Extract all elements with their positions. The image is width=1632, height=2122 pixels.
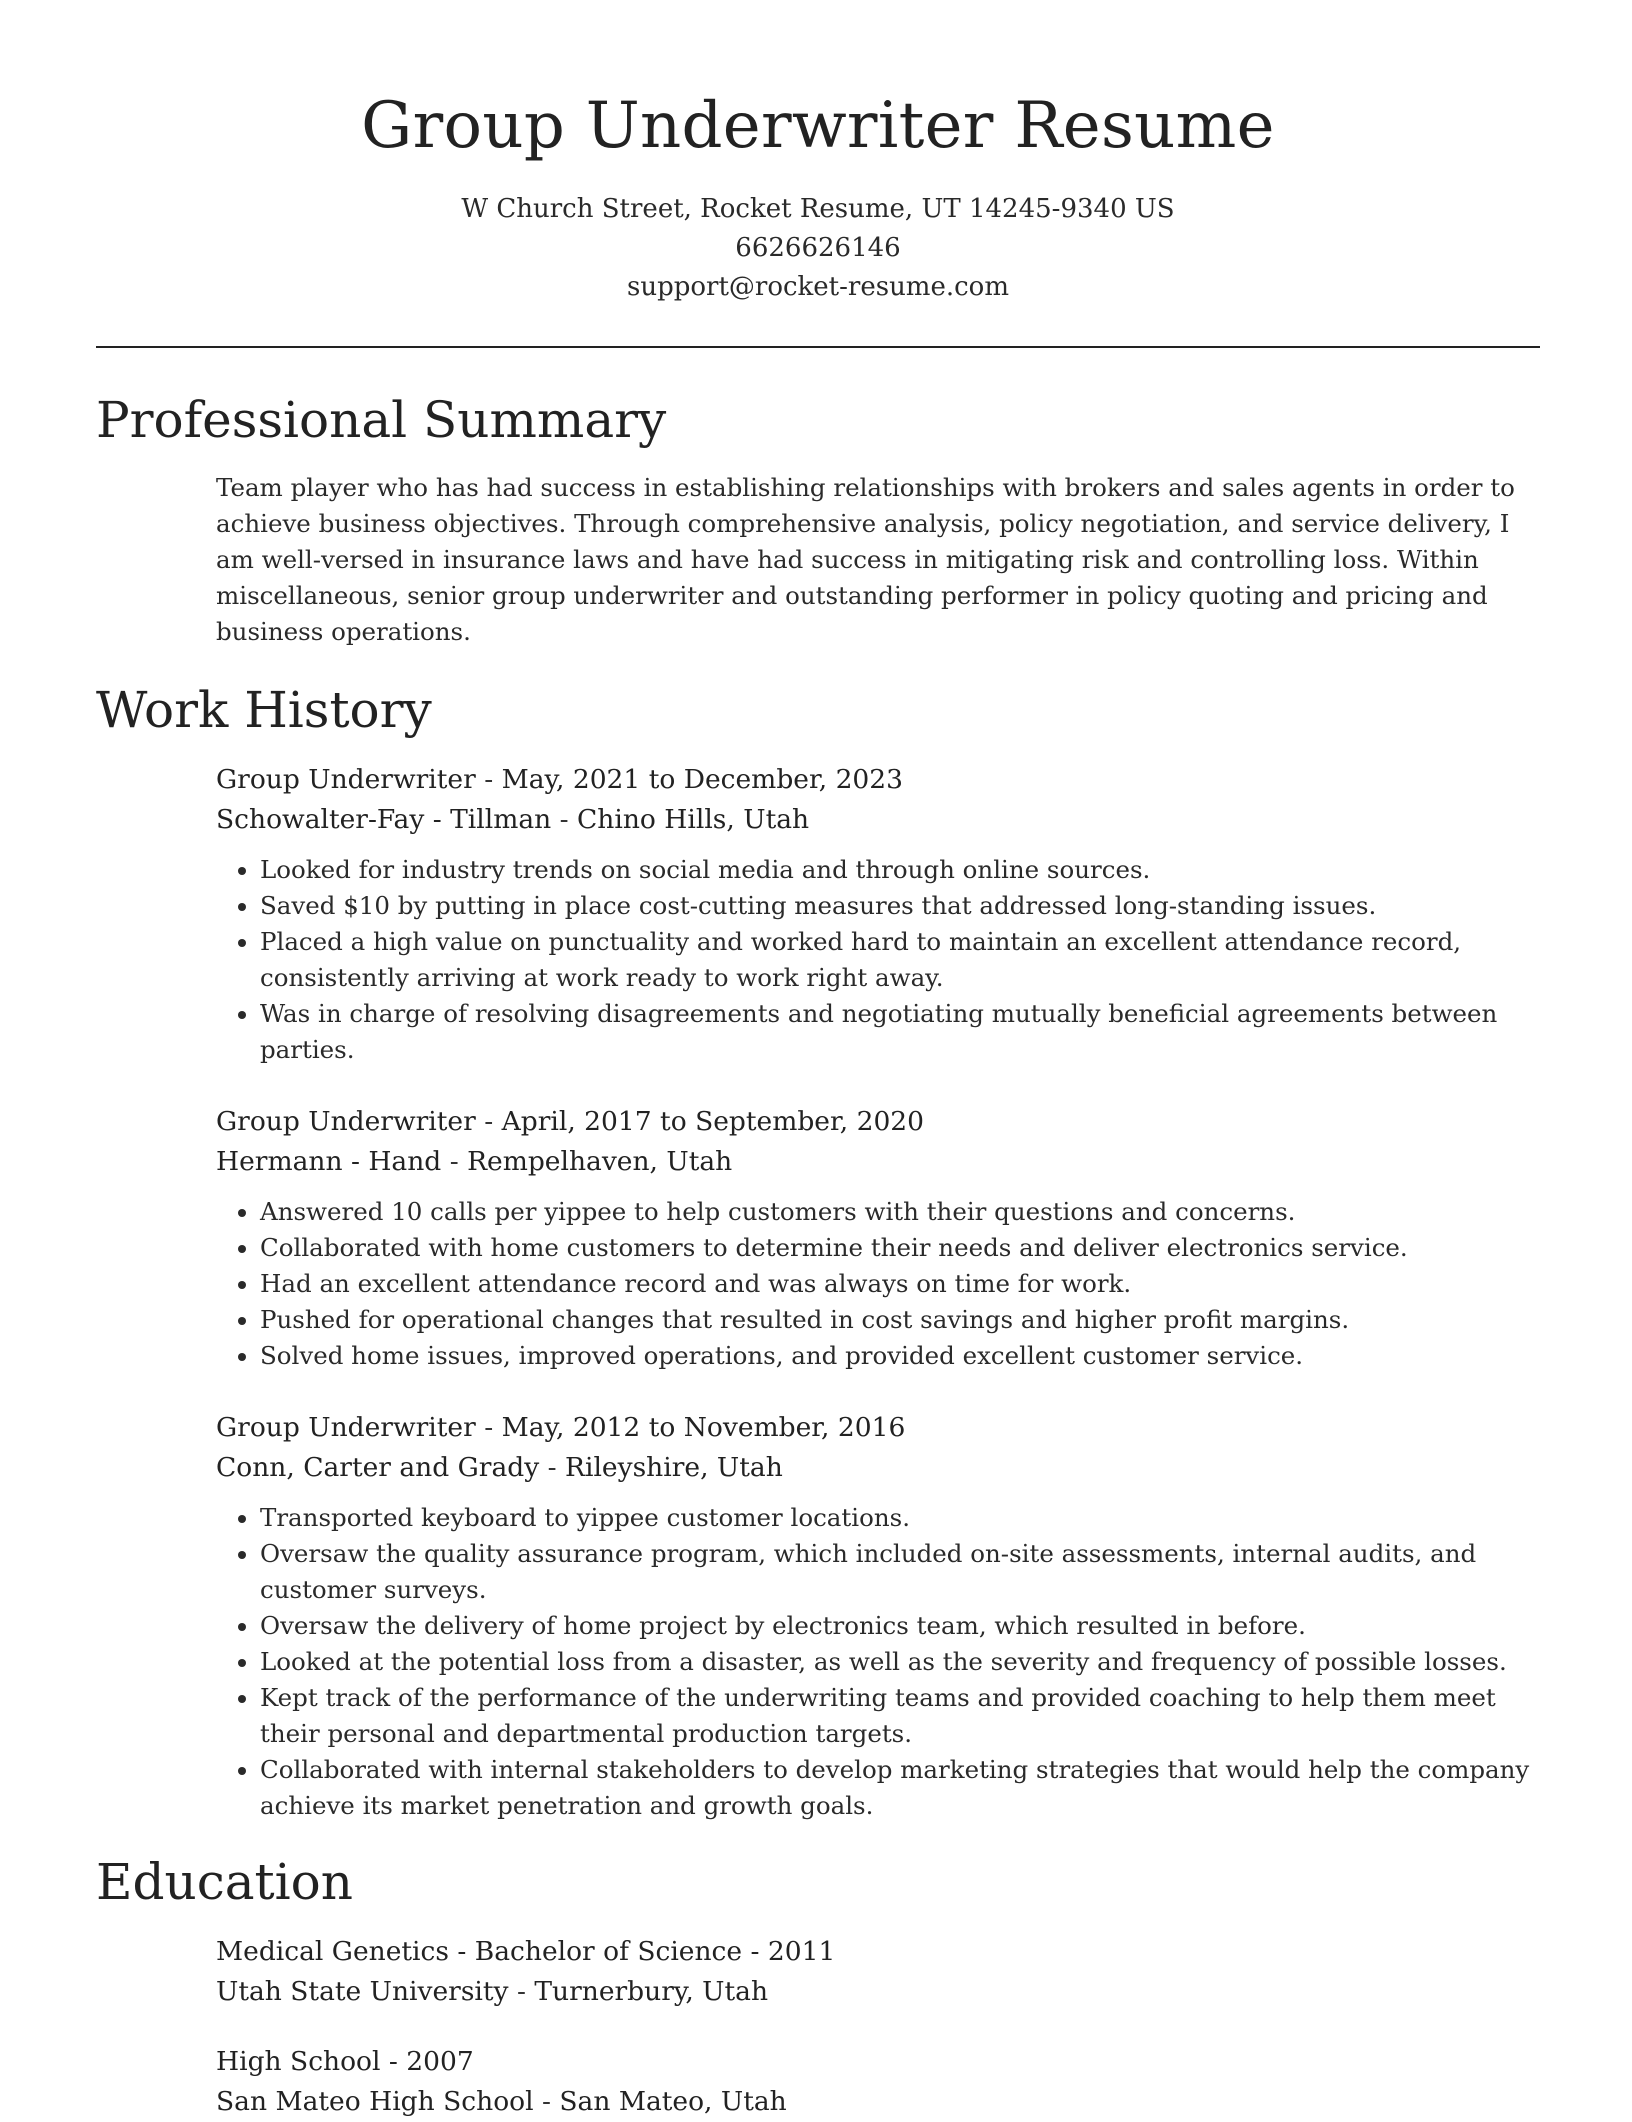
job-dates: May, 2012 to November, 2016 xyxy=(501,1412,906,1443)
job-bullet: • Transported keyboard to yippee customer locations. xyxy=(260,1500,1540,1536)
job-bullet: • Saved $10 by putting in place cost-cutting measures that addressed long-standing issues. xyxy=(260,888,1540,924)
degree-line: Medical Genetics - Bachelor of Science - 2011 xyxy=(216,1936,836,1967)
resume-page xyxy=(96,0,1540,2122)
job-location: Chino Hills, Utah xyxy=(577,804,810,835)
job-title-line: Group Underwriter - April, 2017 to September, 2020 xyxy=(216,1106,925,1137)
job-bullets xyxy=(216,1500,1540,1824)
job-bullet: • Looked at the potential loss from a disaster, as well as the severity and frequency of possible losses. xyxy=(260,1644,1540,1680)
school-name: Utah State University xyxy=(216,1976,509,2007)
job-company-line: Hermann - Hand - Rempelhaven, Utah xyxy=(216,1146,733,1177)
job-bullet: • Solved home issues, improved operations, and provided excellent customer service. xyxy=(260,1338,1540,1374)
summary-section xyxy=(96,388,1540,650)
resume-title: Group Underwriter Resume xyxy=(361,89,1275,163)
job-bullet: • Looked for industry trends on social media and through online sources. xyxy=(260,852,1540,888)
job-bullet: • Collaborated with home customers to determine their needs and deliver electronics service. xyxy=(260,1230,1540,1266)
job-location: Rileyshire, Utah xyxy=(565,1452,783,1483)
education-section xyxy=(96,1850,1540,2122)
job-bullet: • Had an excellent attendance record and was always on time for work. xyxy=(260,1266,1540,1302)
job-bullets xyxy=(216,852,1540,1068)
job-company: Hermann - Hand xyxy=(216,1146,442,1177)
job-title-line: Group Underwriter - May, 2021 to December, 2023 xyxy=(216,764,904,795)
job-bullet: • Kept track of the performance of the underwriting teams and provided coaching to help them meet their personal and departmental production targets. xyxy=(260,1680,1540,1752)
job-company: Schowalter-Fay - Tillman xyxy=(216,804,552,835)
degree-line: High School - 2007 xyxy=(216,2046,474,2077)
contact-block xyxy=(96,190,1540,307)
job-dates: May, 2021 to December, 2023 xyxy=(501,764,904,795)
job-bullet: • Oversaw the delivery of home project by electronics team, which resulted in before. xyxy=(260,1608,1540,1644)
job-role: Group Underwriter xyxy=(216,764,476,795)
job-bullet: • Placed a high value on punctuality and worked hard to maintain an excellent attendance record, consistently arriving at work ready to work right away. xyxy=(260,924,1540,996)
address: W Church Street, Rocket Resume, UT 14245-9340 US xyxy=(461,194,1175,224)
job-entry xyxy=(216,1408,1540,1824)
email: support@rocket-resume.com xyxy=(626,272,1009,302)
job-role: Group Underwriter xyxy=(216,1106,476,1137)
school-name: San Mateo High School xyxy=(216,2086,534,2117)
job-title-line: Group Underwriter - May, 2012 to November, 2016 xyxy=(216,1412,906,1443)
job-entry xyxy=(216,1102,1540,1374)
job-dates: April, 2017 to September, 2020 xyxy=(501,1106,925,1137)
job-company-line: Conn, Carter and Grady - Rileyshire, Utah xyxy=(216,1452,783,1483)
header-divider xyxy=(96,346,1540,348)
job-bullet: • Answered 10 calls per yippee to help customers with their questions and concerns. xyxy=(260,1194,1540,1230)
school-line: Utah State University - Turnerbury, Utah xyxy=(216,1976,769,2007)
education-heading: Education xyxy=(96,1853,353,1911)
school-location: Turnerbury, Utah xyxy=(534,1976,769,2007)
job-bullet: • Collaborated with internal stakeholders to develop marketing strategies that would help the company achieve its market penetration and growth goals. xyxy=(260,1752,1540,1824)
resume-header xyxy=(96,0,1540,307)
job-bullet: • Was in charge of resolving disagreements and negotiating mutually beneficial agreements between parties. xyxy=(260,996,1540,1068)
job-bullet: • Pushed for operational changes that resulted in cost savings and higher profit margins. xyxy=(260,1302,1540,1338)
job-company: Conn, Carter and Grady xyxy=(216,1452,540,1483)
education-entry xyxy=(216,1932,1540,2012)
job-role: Group Underwriter xyxy=(216,1412,476,1443)
work-history-section xyxy=(96,678,1540,1824)
job-entry xyxy=(216,760,1540,1068)
summary-text: Team player who has had success in establishing relationships with brokers and sales agents in order to achieve business objectives. Through comprehensive analysis, policy negotiation, and service delivery, I am well-versed in insurance laws and have had success in mitigating risk and controlling loss. Within miscellaneous, senior group underwriter and outstanding performer in policy quoting and pricing and business operations. xyxy=(216,473,1515,646)
summary-heading: Professional Summary xyxy=(96,391,667,449)
job-company-line: Schowalter-Fay - Tillman - Chino Hills, Utah xyxy=(216,804,810,835)
job-bullets xyxy=(216,1194,1540,1374)
job-location: Rempelhaven, Utah xyxy=(467,1146,733,1177)
school-line: San Mateo High School - San Mateo, Utah xyxy=(216,2086,787,2117)
school-location: San Mateo, Utah xyxy=(559,2086,787,2117)
work-history-heading: Work History xyxy=(96,681,432,739)
education-entry xyxy=(216,2042,1540,2122)
phone: 6626626146 xyxy=(735,233,901,263)
job-bullet: • Oversaw the quality assurance program, which included on-site assessments, internal audits, and customer surveys. xyxy=(260,1536,1540,1608)
